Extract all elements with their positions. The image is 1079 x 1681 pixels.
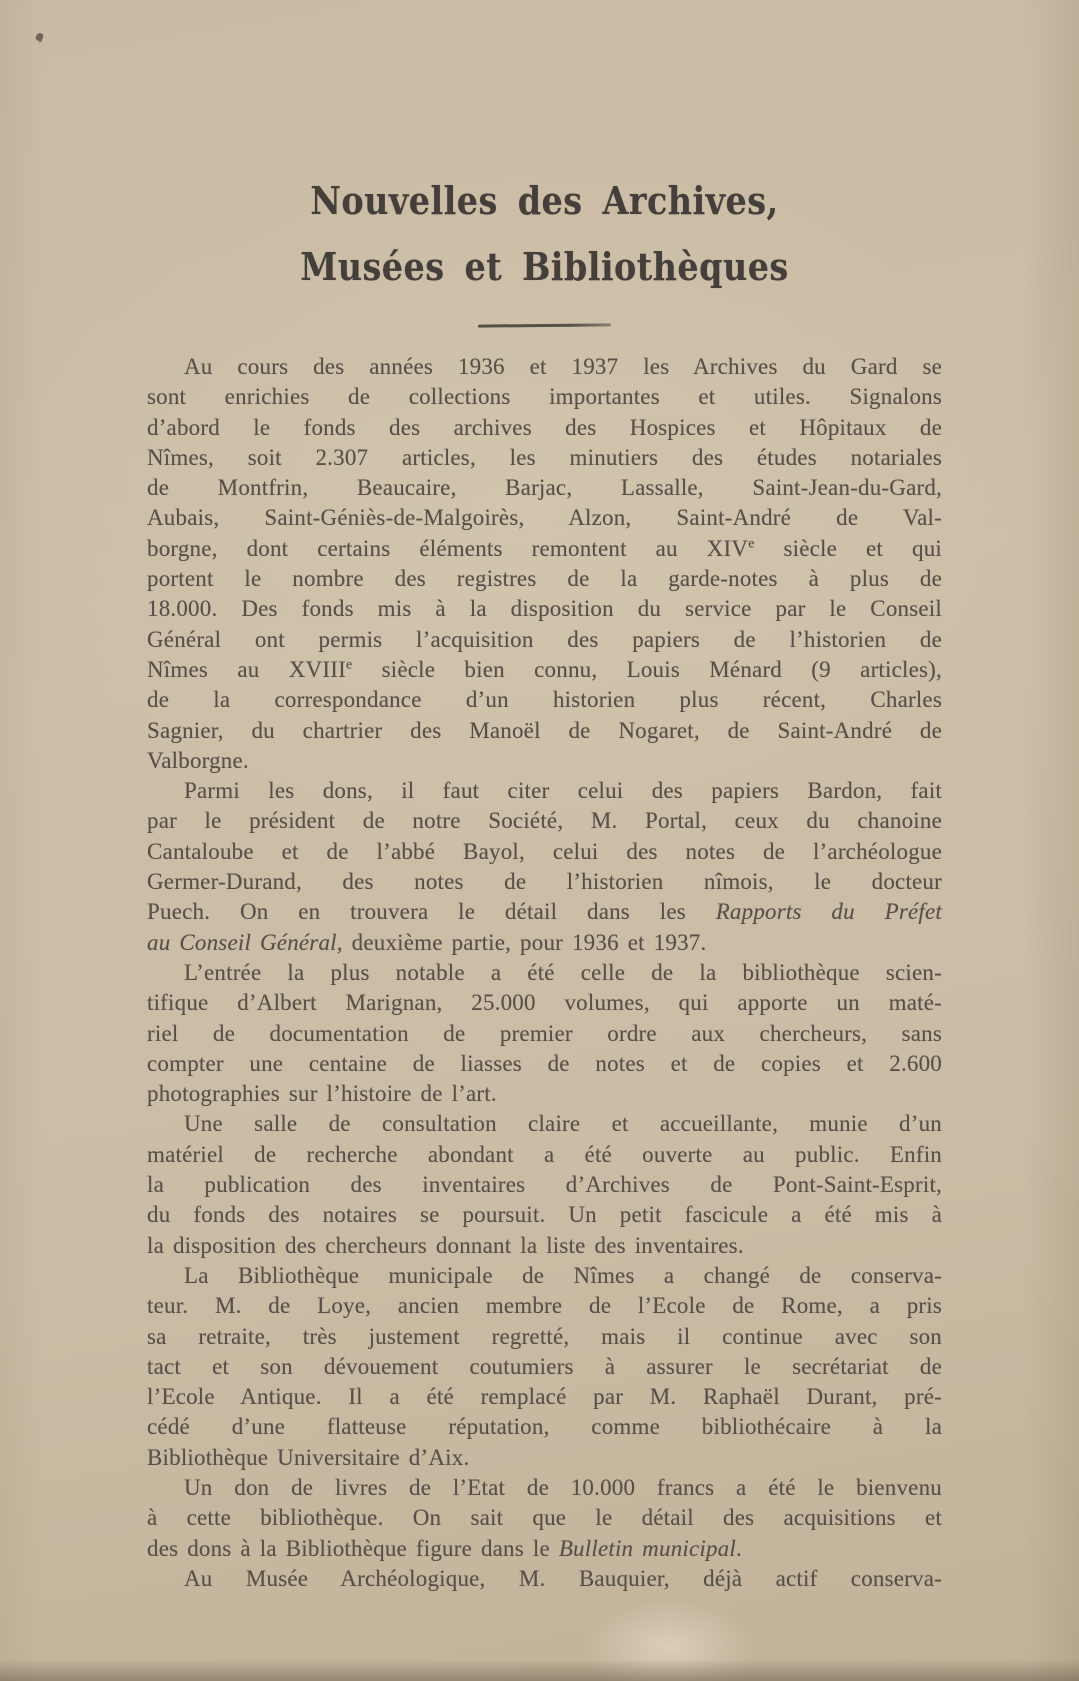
- text-segment: compter une centaine de liasses de notes et de copies et 2.600: [147, 1050, 942, 1076]
- title-divider: [478, 323, 611, 327]
- text-segment: Nîmes, soit 2.307 articles, les minutiers des études notariales: [147, 444, 942, 470]
- text-segment: Puech. On en trouvera le détail dans les: [147, 899, 716, 925]
- paragraph: [147, 1109, 942, 1260]
- italic-segment: Bulletin municipal: [558, 1535, 736, 1561]
- text-segment: tact et son dévouement coutumiers à assurer le secrétariat de: [147, 1353, 942, 1379]
- text-segment: cédé d’une flatteuse réputation, comme bibliothécaire à la: [147, 1414, 942, 1440]
- text-line: [147, 1049, 942, 1079]
- text-segment: Bibliothèque Universitaire d’Aix.: [147, 1444, 470, 1470]
- text-segment: par le président de notre Société, M. Portal, ceux du chanoine: [147, 808, 942, 834]
- text-line: [147, 806, 942, 836]
- text-segment: matériel de recherche abondant a été ouverte au public. Enfin: [147, 1141, 942, 1167]
- text-segment: Germer-Durand, des notes de l’historien nîmois, le docteur: [147, 869, 942, 895]
- text-segment: sont enrichies de collections importantes et utiles. Signalons: [147, 384, 942, 410]
- text-segment: du fonds des notaires se poursuit. Un petit fascicule a été mis à: [147, 1202, 942, 1228]
- paper-speck: [35, 32, 44, 42]
- text-segment: Une salle de consultation claire et accueillante, munie d’un: [184, 1111, 942, 1137]
- text-line: [147, 837, 942, 867]
- italic-segment: Rapports du Préfet: [715, 899, 942, 925]
- paragraph: [147, 1261, 942, 1473]
- paragraph: [147, 352, 942, 776]
- document-title-line-1: Nouvelles des Archives,: [310, 178, 779, 223]
- text-line: [147, 534, 942, 564]
- text-segment: Cantaloube et de l’abbé Bayol, celui des notes de l’archéologue: [147, 838, 942, 864]
- paragraph: [147, 1564, 942, 1594]
- text-line: [147, 1412, 942, 1442]
- text-line: [147, 1443, 942, 1473]
- text-line: [147, 1534, 942, 1564]
- text-line: [147, 352, 942, 382]
- text-line: [147, 1079, 942, 1109]
- text-line: [147, 776, 942, 806]
- text-line: [147, 655, 942, 685]
- text-segment: de la correspondance d’un historien plus récent, Charles: [147, 687, 942, 713]
- text-segment: Valborgne.: [147, 747, 249, 773]
- text-line: [147, 503, 942, 533]
- text-line: [147, 988, 942, 1018]
- text-segment: Un don de livres de l’Etat de 10.000 francs a été le bienvenu: [184, 1474, 942, 1500]
- text-line: [147, 1261, 942, 1291]
- text-segment: borgne, dont certains éléments remontent au XIV: [147, 535, 749, 561]
- text-segment: Aubais, Saint-Géniès-de-Malgoirès, Alzon, Saint-André de Val-: [147, 505, 942, 531]
- text-line: [147, 1291, 942, 1321]
- text-line: [147, 564, 942, 594]
- text-line: [147, 1503, 942, 1533]
- text-line: [147, 928, 942, 958]
- text-line: [147, 1109, 942, 1139]
- text-segment: 18.000. Des fonds mis à la disposition du service par le Conseil: [147, 596, 942, 622]
- text-line: [147, 1322, 942, 1352]
- paragraph: [147, 1473, 942, 1564]
- text-segment: siècle bien connu, Louis Ménard (9 articles),: [352, 656, 942, 682]
- text-segment: la publication des inventaires d’Archives de Pont-Saint-Esprit,: [147, 1172, 942, 1198]
- text-segment: sa retraite, très justement regretté, mais il continue avec son: [147, 1323, 942, 1349]
- text-segment: Nîmes au XVIII: [147, 656, 346, 682]
- text-line: [147, 746, 942, 776]
- text-segment: .: [735, 1535, 742, 1561]
- superscript-segment: e: [345, 656, 353, 672]
- text-segment: l’Ecole Antique. Il a été remplacé par M. Raphaël Durant, pré-: [147, 1384, 942, 1410]
- text-segment: siècle et qui: [754, 535, 942, 561]
- text-line: [147, 685, 942, 715]
- text-line: [147, 1564, 942, 1594]
- text-segment: la disposition des chercheurs donnant la liste des inventaires.: [147, 1232, 744, 1258]
- body-text: [147, 352, 942, 1594]
- text-line: [147, 382, 942, 412]
- text-line: [147, 443, 942, 473]
- text-line: [147, 473, 942, 503]
- superscript-segment: e: [748, 535, 755, 551]
- text-segment: Général ont permis l’acquisition des papiers de l’historien de: [147, 626, 942, 652]
- text-line: [147, 594, 942, 624]
- text-line: [147, 1352, 942, 1382]
- text-line: [147, 625, 942, 655]
- text-line: [147, 1019, 942, 1049]
- text-line: [147, 897, 942, 927]
- text-segment: La Bibliothèque municipale de Nîmes a changé de conserva-: [184, 1262, 942, 1288]
- text-segment: photographies sur l’histoire de l’art.: [147, 1081, 497, 1107]
- text-line: [147, 958, 942, 988]
- text-line: [147, 1170, 942, 1200]
- text-segment: tifique d’Albert Marignan, 25.000 volumes, qui apporte un maté-: [147, 990, 942, 1016]
- text-segment: , deuxième partie, pour 1936 et 1937.: [336, 929, 707, 955]
- text-segment: teur. M. de Loye, ancien membre de l’Ecole de Rome, a pris: [147, 1293, 942, 1319]
- text-segment: des dons à la Bibliothèque figure dans le: [147, 1535, 559, 1561]
- italic-segment: au Conseil Général: [147, 929, 337, 955]
- text-line: [147, 1231, 942, 1261]
- text-segment: portent le nombre des registres de la garde-notes à plus de: [147, 566, 942, 592]
- paragraph: [147, 958, 942, 1109]
- text-line: [147, 1473, 942, 1503]
- text-line: [147, 1382, 942, 1412]
- text-line: [147, 413, 942, 443]
- text-segment: d’abord le fonds des archives des Hospices et Hôpitaux de: [147, 414, 942, 440]
- text-line: [147, 867, 942, 897]
- text-segment: Parmi les dons, il faut citer celui des papiers Bardon, fait: [184, 778, 942, 804]
- text-segment: riel de documentation de premier ordre aux chercheurs, sans: [147, 1020, 942, 1046]
- paragraph: [147, 776, 942, 958]
- text-line: [147, 716, 942, 746]
- document-title-line-2: Musées et Bibliothèques: [300, 244, 789, 289]
- document-title: [147, 180, 942, 327]
- text-line: [147, 1200, 942, 1230]
- text-segment: à cette bibliothèque. On sait que le détail des acquisitions et: [147, 1505, 942, 1531]
- text-line: [147, 1140, 942, 1170]
- text-segment: Au cours des années 1936 et 1937 les Archives du Gard se: [184, 354, 942, 379]
- text-segment: L’entrée la plus notable a été celle de la bibliothèque scien-: [184, 959, 942, 985]
- text-segment: de Montfrin, Beaucaire, Barjac, Lassalle, Saint-Jean-du-Gard,: [147, 475, 942, 501]
- text-segment: Sagnier, du chartrier des Manoël de Nogaret, de Saint-André de: [147, 717, 942, 743]
- text-segment: Au Musée Archéologique, M. Bauquier, déjà actif conserva-: [184, 1565, 942, 1591]
